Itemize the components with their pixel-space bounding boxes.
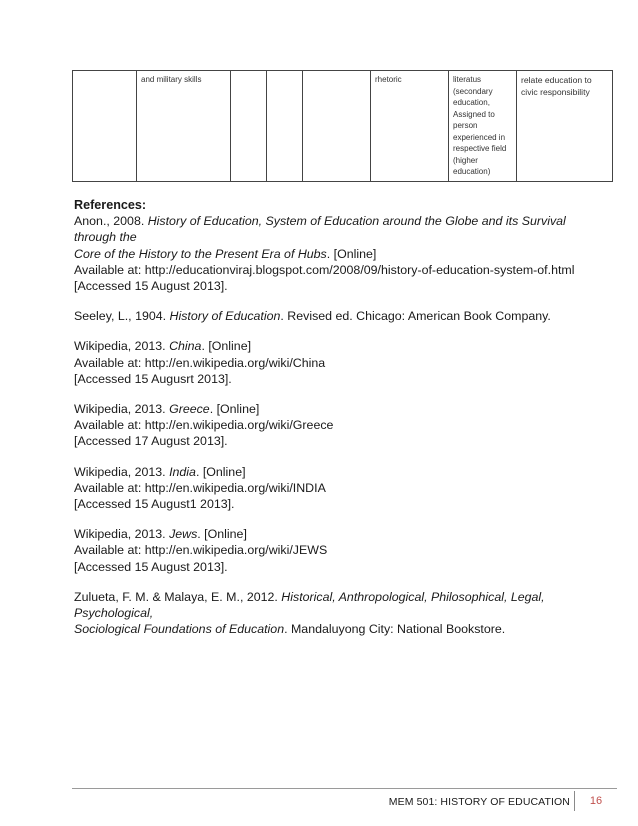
reference-entry <box>74 401 604 450</box>
reference-entry <box>74 526 604 575</box>
table-cell <box>267 71 303 182</box>
reference-author-year: Wikipedia, 2013. <box>74 464 170 479</box>
footer-divider <box>72 788 617 789</box>
reference-medium: . [Online] <box>197 527 247 542</box>
table-cell: rhetoric <box>371 71 449 182</box>
reference-accessed: [Accessed 15 Augusrt 2013]. <box>74 371 232 386</box>
reference-author-year: Wikipedia, 2013. <box>74 339 170 354</box>
reference-publisher: . Mandaluyong City: National Bookstore. <box>284 622 506 637</box>
reference-accessed: [Accessed 15 August1 2013]. <box>74 497 235 512</box>
reference-accessed: [Accessed 15 August 2013]. <box>74 559 228 574</box>
footer-course-title: MEM 501: HISTORY OF EDUCATION <box>388 796 570 808</box>
references-heading: References: <box>74 198 147 212</box>
references-section <box>74 197 604 651</box>
reference-url: Available at: http://en.wikipedia.org/wiki/JEWS <box>74 543 328 558</box>
curriculum-table-fragment <box>72 70 613 182</box>
table-row <box>73 71 613 182</box>
reference-author-year: Seeley, L., 1904. <box>74 309 170 324</box>
reference-line <box>74 338 604 354</box>
reference-entry <box>74 213 604 294</box>
reference-author-year: Anon., 2008. <box>74 214 148 229</box>
reference-line <box>74 621 604 637</box>
reference-entry <box>74 464 604 513</box>
reference-line <box>74 464 604 480</box>
reference-publisher: . Revised ed. Chicago: American Book Company. <box>280 309 551 324</box>
reference-url: Available at: http://educationviraj.blogspot.com/2008/09/history-of-education-system-of.html <box>74 262 575 277</box>
table-cell: relate education to civic responsibility <box>517 71 613 182</box>
reference-url: Available at: http://en.wikipedia.org/wiki/INDIA <box>74 480 326 495</box>
reference-line <box>74 401 604 417</box>
page-number: 16 <box>589 795 603 807</box>
reference-line <box>74 308 604 324</box>
table-cell <box>73 71 137 182</box>
table-cell: literatus (secondary education, Assigned to person experienced in respective field (higher education) <box>449 71 517 182</box>
reference-title: History of Education, System of Education around the Globe and its Survival through the <box>74 214 566 245</box>
reference-author-year: Wikipedia, 2013. <box>74 527 170 542</box>
reference-medium: . [Online] <box>195 464 246 479</box>
table-cell <box>231 71 267 182</box>
reference-title: History of Education <box>169 309 281 324</box>
reference-entry <box>74 589 604 638</box>
reference-entry <box>74 338 604 387</box>
reference-line <box>74 589 604 621</box>
reference-line <box>74 526 604 542</box>
reference-medium: . [Online] <box>326 246 377 261</box>
reference-title: Greece <box>169 402 210 417</box>
reference-medium: . [Online] <box>201 339 252 354</box>
reference-author-year: Zulueta, F. M. & Malaya, E. M., 2012. <box>74 589 282 604</box>
reference-title: Core of the History to the Present Era of Hubs <box>74 246 327 261</box>
reference-line <box>74 213 604 245</box>
reference-url: Available at: http://en.wikipedia.org/wiki/China <box>74 355 326 370</box>
reference-accessed: [Accessed 17 August 2013]. <box>74 434 228 449</box>
reference-accessed: [Accessed 15 August 2013]. <box>74 279 228 294</box>
reference-entry <box>74 308 604 324</box>
reference-medium: . [Online] <box>209 402 260 417</box>
table-cell <box>303 71 371 182</box>
reference-url: Available at: http://en.wikipedia.org/wiki/Greece <box>74 418 334 433</box>
reference-title: India <box>169 464 196 479</box>
reference-title: China <box>169 339 202 354</box>
reference-title: Jews <box>169 527 198 542</box>
reference-title: Historical, Anthropological, Philosophical, Legal, Psychological, <box>74 589 545 621</box>
reference-author-year: Wikipedia, 2013. <box>74 402 170 417</box>
page-footer <box>72 791 617 813</box>
reference-line <box>74 246 604 262</box>
reference-title: Sociological Foundations of Education <box>74 622 285 637</box>
table-cell: and military skills <box>137 71 231 182</box>
